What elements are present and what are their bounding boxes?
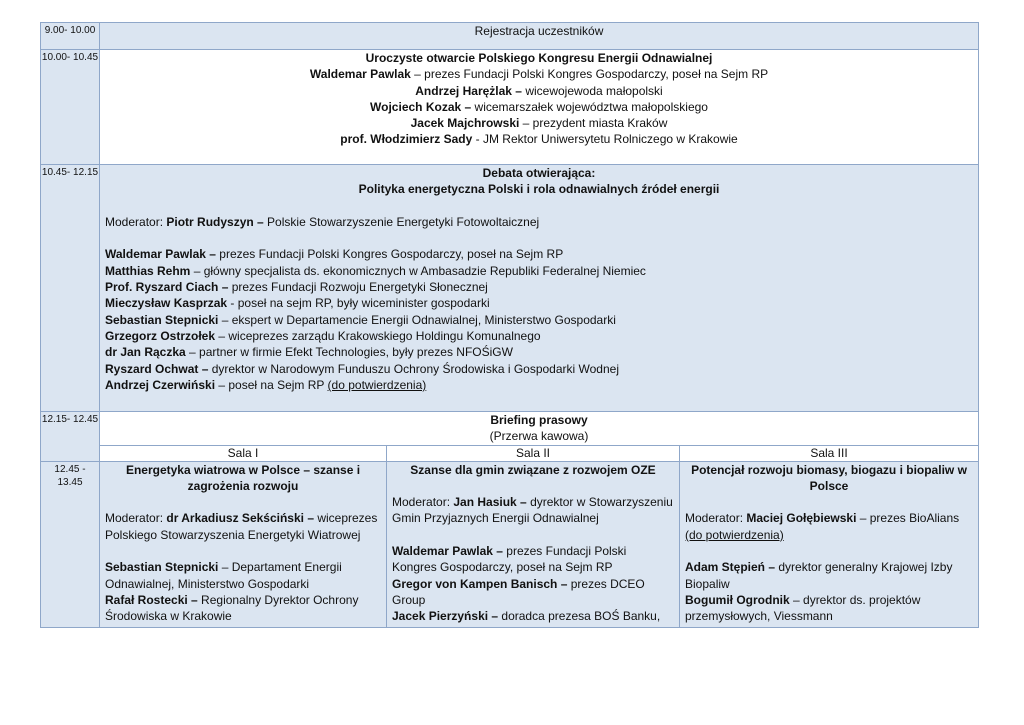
row-opening: [41, 50, 979, 165]
agenda-table: [40, 22, 979, 628]
session-title: Potencjał rozwoju biomasy, biogazu i biopaliw w Polsce: [691, 462, 967, 493]
session-speaker: Gregor von Kampen Banisch – prezes DCEO Group: [392, 576, 645, 607]
time-cell: 12.45 - 13.45: [41, 461, 100, 627]
debate-panelist: Waldemar Pawlak – prezes Fundacji Polski Kongres Gospodarczy, poseł na Sejm RP: [105, 247, 564, 262]
session-sala-2: [387, 461, 680, 627]
debate-title: Debata otwierająca:: [482, 166, 596, 180]
hall-header-1: Sala I: [100, 445, 387, 461]
row-registration: [41, 23, 979, 50]
hall-header-2: Sala II: [387, 445, 680, 461]
opening-speaker: Andrzej Harężlak – wicewojewoda małopolski: [415, 83, 663, 98]
debate-panelist: Mieczysław Kasprzak - poseł na sejm RP, były wiceminister gospodarki: [105, 296, 490, 311]
session-moderator: Moderator: dr Arkadiusz Sekściński – wiceprezes Polskiego Stowarzyszenia Energetyki Wiatrowej: [105, 511, 378, 542]
time-cell: 10.45- 12.15: [41, 165, 100, 412]
row-briefing: [41, 412, 979, 446]
briefing-subtitle: (Przerwa kawowa): [489, 429, 589, 444]
opening-speaker: prof. Włodzimierz Sady - JM Rektor Uniwersytetu Rolniczego w Krakowie: [340, 132, 738, 147]
session-speaker: Bogumił Ogrodnik – dyrektor ds. projektów przemysłowych, Viessmann: [685, 592, 921, 624]
time-cell: 9.00- 10.00: [41, 23, 100, 50]
session-title: Szanse dla gmin związane z rozwojem OZE: [410, 462, 656, 477]
session-speaker: Sebastian Stepnicki – Departament Energii Odnawialnej, Ministerstwo Gospodarki: [105, 560, 342, 591]
opening-title: Uroczyste otwarcie Polskiego Kongresu Energii Odnawialnej: [365, 51, 713, 65]
opening-speaker: Waldemar Pawlak – prezes Fundacji Polski Kongres Gospodarczy, poseł na Sejm RP: [309, 67, 769, 82]
session-sala-3: [680, 461, 979, 627]
debate-cell: [100, 165, 979, 412]
session-speaker: Adam Stępień – dyrektor generalny Krajowej Izby Biopaliw: [685, 560, 953, 591]
briefing-title: Briefing prasowy: [490, 413, 588, 427]
registration-cell: [100, 23, 979, 50]
opening-cell: [100, 50, 979, 165]
confirmation-note: (do potwierdzenia): [685, 527, 784, 542]
session-title: Energetyka wiatrowa w Polsce – szanse i zagrożenia rozwoju: [125, 462, 361, 493]
debate-panelist: Sebastian Stepnicki – ekspert w Departamencie Energii Odnawialnej, Ministerstwo Gospodarki: [105, 312, 616, 327]
hall-header-3: Sala III: [680, 445, 979, 461]
session-moderator: Moderator: Jan Hasiuk – dyrektor w Stowarzyszeniu Gmin Przyjaznych Energii Odnawialnej: [392, 495, 673, 526]
opening-speaker: Wojciech Kozak – wicemarszałek województwa małopolskiego: [370, 99, 708, 114]
row-sessions: [41, 461, 979, 627]
registration-text: Rejestracja uczestników: [474, 24, 604, 38]
row-debate: [41, 165, 979, 412]
debate-panelist: Grzegorz Ostrzołek – wiceprezes zarządu Krakowskiego Holdingu Komunalnego: [105, 328, 541, 343]
time-cell: 12.15- 12.45: [41, 412, 100, 462]
debate-panelist: Prof. Ryszard Ciach – prezes Fundacji Rozwoju Energetyki Słonecznej: [105, 280, 488, 295]
session-speaker: Rafał Rostecki – Regionalny Dyrektor Ochrony Środowiska w Krakowie: [105, 592, 359, 624]
session-speaker: Waldemar Pawlak – prezes Fundacji Polski Kongres Gospodarczy, poseł na Sejm RP: [392, 544, 627, 575]
briefing-cell: [100, 412, 979, 446]
time-cell: 10.00- 10.45: [41, 50, 100, 165]
debate-moderator: Moderator: Piotr Rudyszyn – Polskie Stowarzyszenie Energetyki Fotowoltaicznej: [105, 214, 540, 229]
confirmation-note: (do potwierdzenia): [327, 377, 427, 392]
row-halls: [41, 445, 979, 461]
session-moderator: Moderator: Maciej Gołębiewski – prezes BioAlians (do potwierdzenia): [685, 511, 960, 542]
debate-panelist: Matthias Rehm – główny specjalista ds. ekonomicznych w Ambasadzie Republiki Federalnej Niemiec: [105, 263, 646, 278]
session-speaker: Jacek Pierzyński – doradca prezesa BOŚ Banku,: [392, 609, 661, 624]
debate-panelist: Ryszard Ochwat – dyrektor w Narodowym Funduszu Ochrony Środowiska i Gospodarki Wodnej: [105, 361, 619, 376]
session-sala-1: [100, 461, 387, 627]
debate-subtitle: Polityka energetyczna Polski i rola odnawialnych źródeł energii: [358, 182, 720, 197]
opening-speaker: Jacek Majchrowski – prezydent miasta Kraków: [410, 116, 668, 131]
debate-panelist: dr Jan Rączka – partner w firmie Efekt Technologies, były prezes NFOŚiGW: [105, 345, 513, 360]
debate-panelist: Andrzej Czerwiński – poseł na Sejm RP (do potwierdzenia): [105, 377, 427, 392]
